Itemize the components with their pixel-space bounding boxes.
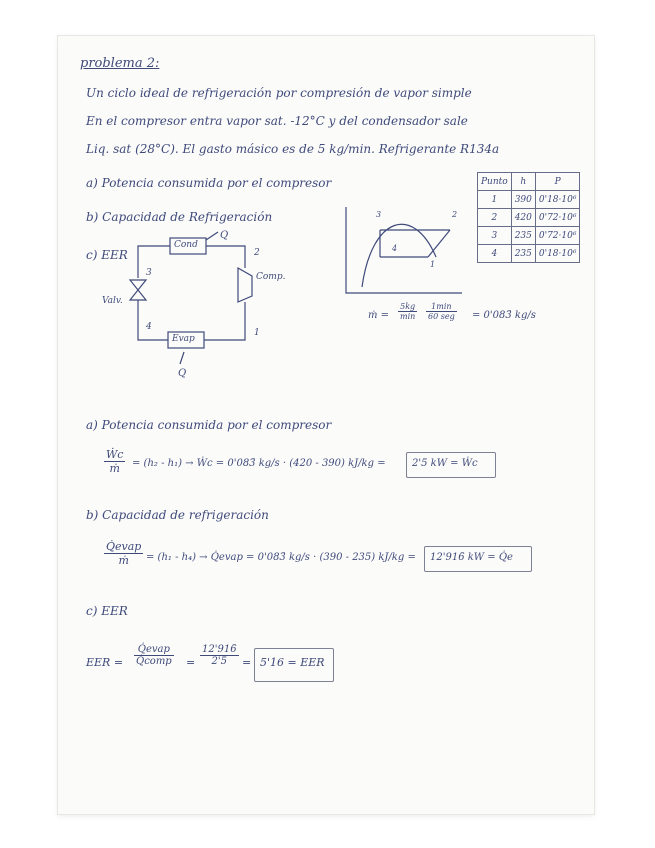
numerator: 12'916̄	[202, 644, 237, 655]
ph-diagram-sketch	[344, 205, 464, 295]
heat-out-label: Q	[220, 230, 229, 241]
table-cell: 235	[511, 245, 535, 263]
table-row	[478, 245, 580, 263]
state-properties-table	[477, 172, 580, 263]
node-2: 2	[254, 248, 260, 258]
mass-flow-fraction-2	[426, 302, 457, 321]
numerator: 5kg	[398, 302, 417, 312]
mass-flow-result: = 0'083̄ kg/s	[472, 310, 536, 321]
compressor-label: Comp.	[256, 272, 286, 282]
part-b-lhs-fraction	[104, 540, 143, 567]
valve-label: Valv.	[102, 296, 123, 306]
node-1: 1	[254, 328, 260, 338]
part-a-heading: a) Potencia consumida por el compresor	[86, 418, 332, 432]
part-b-equation: = (h₁ - h₄) → Q̇evap = 0'083̄ kg/s · (390 - 235) kJ/kg =	[146, 552, 416, 563]
part-c-fraction-1	[134, 644, 174, 667]
ph-point-2: 2	[452, 210, 458, 219]
table-cell: 0'18·10⁶	[535, 245, 580, 263]
statement-line-1: Un ciclo ideal de refrigeración por compresión de vapor simple	[86, 86, 472, 100]
table-cell: 3	[478, 227, 512, 245]
table-header: P	[535, 173, 580, 191]
numerator: 1min	[426, 302, 457, 312]
question-a: a) Potencia consumida por el compresor	[86, 176, 332, 190]
table-row	[478, 191, 580, 209]
table-cell: 4	[478, 245, 512, 263]
denominator: ṁ	[118, 554, 129, 567]
part-c-fraction-2	[200, 644, 239, 667]
denominator: min	[400, 312, 416, 321]
condenser-label: Cond	[174, 240, 198, 250]
part-c-result: 5'16 = EER	[260, 656, 325, 669]
problem-title: problema 2:	[80, 56, 160, 71]
table-header-row	[478, 173, 580, 191]
table-row	[478, 227, 580, 245]
ph-point-3: 3	[376, 210, 382, 219]
question-b: b) Capacidad de Refrigeración	[86, 210, 273, 224]
table-cell: 0'72·10⁶	[535, 227, 580, 245]
ph-point-4: 4	[392, 244, 398, 253]
part-b-heading: b) Capacidad de refrigeración	[86, 508, 269, 522]
denominator: Q̇comp	[136, 656, 172, 667]
part-a-equation: = (h₂ - h₁) → Ẇc = 0'083̄ kg/s · (420 - 390) kJ/kg =	[132, 458, 386, 469]
table-cell: 235	[511, 227, 535, 245]
denominator: 60 seg	[428, 312, 455, 321]
table-header: Punto	[478, 173, 512, 191]
numerator: Ẇc	[106, 448, 124, 461]
table-cell: 0'72·10⁶	[535, 209, 580, 227]
denominator: ṁ	[109, 462, 120, 475]
heat-in-label: Q	[178, 368, 187, 379]
table-header: h	[511, 173, 535, 191]
statement-line-2: En el compresor entra vapor sat. -12°C y del condensador sale	[86, 114, 468, 128]
numerator: Q̇evap	[106, 540, 142, 553]
part-b-result: 12'916̄ kW = Q̇e	[430, 552, 513, 563]
mass-flow-fraction-1	[398, 302, 417, 321]
part-c-lhs: EER =	[86, 656, 124, 669]
node-4: 4	[146, 322, 152, 332]
part-a-lhs-fraction	[104, 448, 125, 475]
table-row	[478, 209, 580, 227]
table-cell: 2	[478, 209, 512, 227]
equals-sign: =	[242, 656, 252, 669]
table-cell: 1	[478, 191, 512, 209]
statement-line-3: Liq. sat (28°C). El gasto másico es de 5 kg/min. Refrigerante R134a	[86, 142, 500, 156]
ph-point-1: 1	[430, 260, 436, 269]
mass-flow-lhs: ṁ =	[368, 310, 390, 321]
node-3: 3	[146, 268, 152, 278]
part-a-result: 2'5 kW = Ẇc	[412, 458, 478, 469]
part-c-heading: c) EER	[86, 604, 128, 618]
numerator: Q̇evap	[134, 644, 174, 656]
denominator: 2'5	[211, 656, 228, 667]
evaporator-label: Evap	[172, 334, 195, 344]
table-cell: 390	[511, 191, 535, 209]
table-cell: 0'18·10⁶	[535, 191, 580, 209]
table-cell: 420	[511, 209, 535, 227]
question-c: c) EER	[86, 248, 128, 262]
equals-sign: =	[186, 656, 196, 669]
